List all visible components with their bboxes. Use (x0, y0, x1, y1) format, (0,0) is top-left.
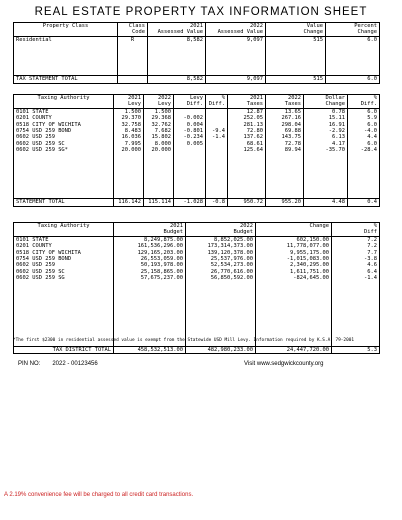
table-cell: 4.4 (348, 134, 380, 140)
table-cell: 32.758 (114, 122, 144, 128)
table-cell: 1.500 (144, 108, 174, 115)
total-label: STATEMENT TOTAL (14, 199, 114, 206)
table-cell: 6.0 (348, 122, 380, 128)
total-row (14, 76, 380, 83)
total-cell: 6.0 (326, 76, 380, 83)
table-cell: 7.7 (332, 250, 380, 256)
table-cell: 0518 CITY OF WICHITA (14, 250, 114, 256)
table-cell: 32.762 (144, 122, 174, 128)
table-cell: -1.4 (332, 275, 380, 281)
table-cell: 0754 USD 259 BOND (14, 256, 114, 262)
column-header: Levy Diff. (174, 95, 206, 109)
table-cell: 129,165,203.00 (114, 250, 186, 256)
total-cell: 24,447,720.00 (256, 346, 332, 353)
table-cell: 0602 USD 259 (14, 134, 114, 140)
table-cell: 0201 COUNTY (14, 243, 114, 249)
table-cell: 0.004 (174, 122, 206, 128)
table-cell: 0602 USD 259 (14, 262, 114, 268)
table-cell: 6.0 (348, 108, 380, 115)
table-cell: 25,537,976.00 (186, 256, 256, 262)
table-cell: 8,852,025.00 (186, 236, 256, 243)
column-header: % Diff. (348, 95, 380, 109)
total-cell (118, 76, 148, 83)
website-notice: Visit www.sedgwickcounty.org (244, 361, 324, 367)
table-cell: 0101 STATE (14, 108, 114, 115)
table-cell: 7.995 (114, 141, 144, 147)
table-cell: 252.05 (228, 115, 266, 121)
table-cell: 8.483 (114, 128, 144, 134)
table-cell: 72.78 (266, 141, 304, 147)
table-header-row (14, 223, 380, 237)
table-cell: 7.2 (332, 243, 380, 249)
total-cell: 458,532,513.00 (114, 346, 186, 353)
table-cell: 125.64 (228, 147, 266, 153)
table-cell: 57,675,237.00 (114, 275, 186, 281)
table-cell: -0.002 (174, 115, 206, 121)
column-header: Change (256, 223, 332, 237)
table-cell: 0101 STATE (14, 236, 114, 243)
table-cell: 173,314,373.00 (186, 243, 256, 249)
table-cell: 4.6 (332, 262, 380, 268)
table-cell: 13.65 (266, 108, 304, 115)
table-cell: 26,770,616.00 (186, 269, 256, 275)
table-cell: 267.16 (266, 115, 304, 121)
table-cell: 6.0 (348, 141, 380, 147)
table-cell: 281.13 (228, 122, 266, 128)
table-cell: 0602 USD 259 SG* (14, 147, 114, 153)
column-header: 2021 Assessed Value (148, 23, 206, 37)
table-cell: 161,536,296.00 (114, 243, 186, 249)
column-header: % Diff (332, 223, 380, 237)
table-header-row (14, 23, 380, 37)
table-cell: 8,582 (148, 36, 206, 43)
table-cell: Residential (14, 36, 118, 43)
table-cell: 1,611,751.00 (256, 269, 332, 275)
table-cell: -35.70 (304, 147, 348, 153)
total-cell: 950.72 (228, 199, 266, 206)
table-cell: 26,553,059.00 (114, 256, 186, 262)
table-cell: -4.0 (348, 128, 380, 134)
column-header: 2021 Taxes (228, 95, 266, 109)
total-label: TAX STATEMENT TOTAL (14, 76, 118, 83)
table-cell: 5.9 (348, 115, 380, 121)
table-cell: -1,015,083.00 (256, 256, 332, 262)
table-cell: 6.13 (304, 134, 348, 140)
table-cell: 25,158,865.00 (114, 269, 186, 275)
table-cell: 143.75 (266, 134, 304, 140)
property-class-table (13, 22, 380, 84)
table-cell: -2.92 (304, 128, 348, 134)
table-cell: 6.0 (326, 36, 380, 43)
table-cell: 20.000 (144, 147, 174, 153)
table-cell: 20.000 (114, 147, 144, 153)
table-row (14, 36, 380, 43)
table-cell: 12.87 (228, 108, 266, 115)
total-cell: 8,582 (148, 76, 206, 83)
table-cell: 139,120,378.00 (186, 250, 256, 256)
table-cell: 0201 COUNTY (14, 115, 114, 121)
table-cell: 6.4 (332, 269, 380, 275)
column-header: % Diff. (206, 95, 228, 109)
table-cell: 0518 CITY OF WICHITA (14, 122, 114, 128)
table-cell: 89.94 (266, 147, 304, 153)
table-cell: 602,150.00 (256, 236, 332, 243)
convenience-fee-notice: A 2.19% convenience fee will be charged to all credit card transactions. (4, 492, 194, 498)
table-cell: 50,193,978.00 (114, 262, 186, 268)
budget-table (13, 222, 380, 354)
table-cell: 72.80 (228, 128, 266, 134)
column-header: 2021 Levy (114, 95, 144, 109)
table-cell: 8.000 (144, 141, 174, 147)
page-title: REAL ESTATE PROPERTY TAX INFORMATION SHEET (34, 6, 368, 18)
total-cell: 0.4 (348, 199, 380, 206)
total-cell: -0.8 (206, 199, 228, 206)
column-header: Taxing Authority (14, 95, 114, 109)
total-cell: 515 (266, 76, 326, 83)
column-header: 2022 Assessed Value (206, 23, 266, 37)
table-cell: 7.682 (144, 128, 174, 134)
column-header: 2021 Budget (114, 223, 186, 237)
table-cell (206, 108, 228, 115)
total-cell: 955.20 (266, 199, 304, 206)
table-cell: 15.802 (144, 134, 174, 140)
table-cell: 515 (266, 36, 326, 43)
total-cell: 4.48 (304, 199, 348, 206)
table-cell: 29.368 (144, 115, 174, 121)
table-cell: 8,249,875.00 (114, 236, 186, 243)
total-row (14, 199, 380, 206)
table-cell: 0754 USD 259 BOND (14, 128, 114, 134)
table-cell: -28.4 (348, 147, 380, 153)
column-header: Class Code (118, 23, 148, 37)
levy-taxes-table (13, 94, 380, 207)
table-cell: 69.88 (266, 128, 304, 134)
table-row (14, 236, 380, 243)
table-cell: 16.036 (114, 134, 144, 140)
table-cell: 2,340,295.00 (256, 262, 332, 268)
table-cell: 11,778,077.00 (256, 243, 332, 249)
total-cell: 482,980,233.00 (186, 346, 256, 353)
table-cell: -0.234 (174, 134, 206, 140)
table-cell: 56,850,592.00 (186, 275, 256, 281)
table-cell: 298.04 (266, 122, 304, 128)
pin-label: PIN NO: (18, 361, 41, 367)
pin-value: 2022 - 00123456 (52, 361, 98, 367)
table-cell: 29.370 (114, 115, 144, 121)
pin-number (18, 361, 110, 367)
table-cell: 1.500 (114, 108, 144, 115)
column-header: 2022 Taxes (266, 95, 304, 109)
column-header: Taxing Authority (14, 223, 114, 237)
table-cell: -9.4 (206, 128, 228, 134)
column-header: Percent Change (326, 23, 380, 37)
table-cell: -0.801 (174, 128, 206, 134)
column-header: 2022 Levy (144, 95, 174, 109)
column-header: Dollar Change (304, 95, 348, 109)
total-row (14, 346, 380, 353)
total-cell: 115.114 (144, 199, 174, 206)
table-cell: -1.4 (206, 134, 228, 140)
table-cell (174, 108, 206, 115)
table-cell: 4.17 (304, 141, 348, 147)
table-cell: 52,534,273.00 (186, 262, 256, 268)
exemption-footnote: *The first $2300 in residential assessed value is exempt from the Statewide USD Mill Levy. Information required by K.S.A. 79-2001 (13, 338, 354, 343)
table-cell: -3.8 (332, 256, 380, 262)
table-cell: 7.2 (332, 236, 380, 243)
column-header: 2022 Budget (186, 223, 256, 237)
column-header: Property Class (14, 23, 118, 37)
table-cell: 16.91 (304, 122, 348, 128)
table-cell: 137.62 (228, 134, 266, 140)
total-cell: 116.142 (114, 199, 144, 206)
total-cell: 5.3 (332, 346, 380, 353)
total-cell: 9,097 (206, 76, 266, 83)
table-row (14, 108, 380, 115)
table-cell: 68.61 (228, 141, 266, 147)
table-cell: 9,097 (206, 36, 266, 43)
table-cell: 9,955,175.00 (256, 250, 332, 256)
table-cell: 0602 USD 259 SC (14, 141, 114, 147)
total-label: TAX DISTRICT TOTAL (14, 346, 114, 353)
total-cell: -1.028 (174, 199, 206, 206)
table-cell: -824,645.00 (256, 275, 332, 281)
table-cell: 15.11 (304, 115, 348, 121)
table-cell: 0602 USD 259 SG (14, 275, 114, 281)
table-cell: 0.78 (304, 108, 348, 115)
table-cell: 0.005 (174, 141, 206, 147)
table-cell: R (118, 36, 148, 43)
table-cell: 0602 USD 259 SC (14, 269, 114, 275)
column-header: Value Change (266, 23, 326, 37)
table-header-row (14, 95, 380, 109)
